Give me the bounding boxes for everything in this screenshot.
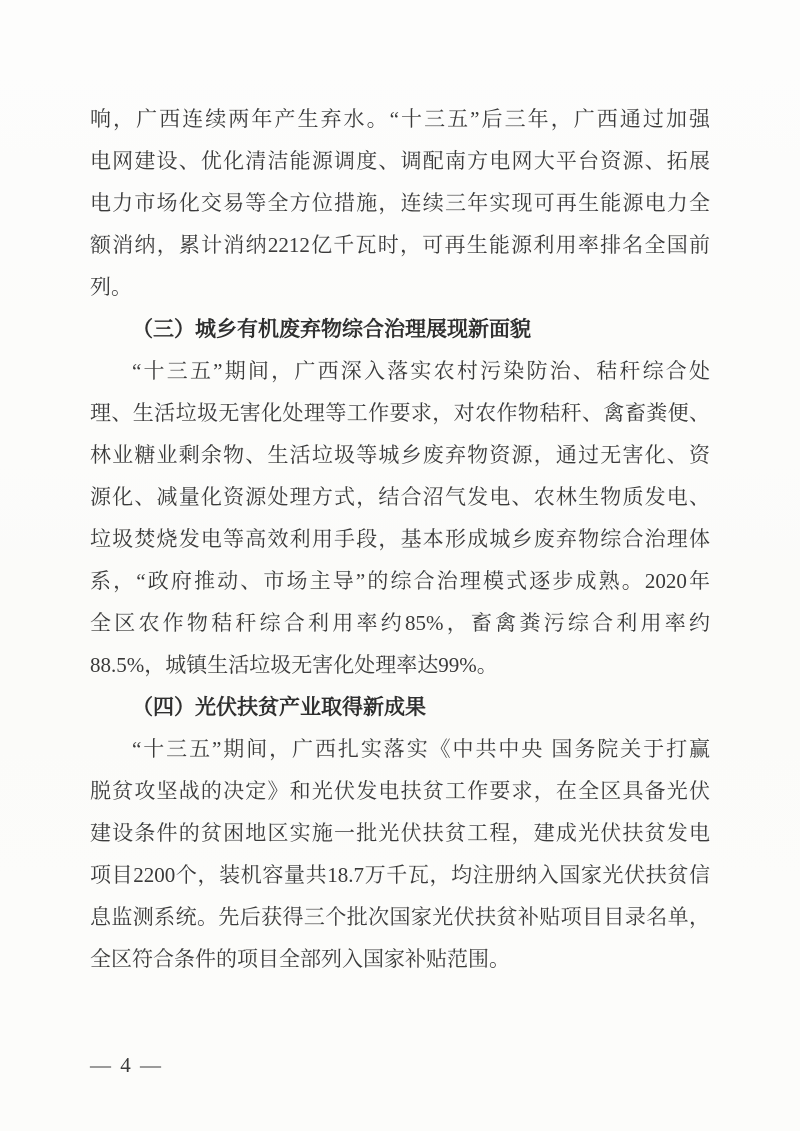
section-3 (90, 308, 710, 350)
paragraph-section-3 (90, 350, 710, 686)
body-line: 建设条件的贫困地区实施一批光伏扶贫工程，建成光伏扶贫发电 (90, 821, 710, 845)
section-4 (90, 686, 710, 728)
body-line: 系，“政府推动、市场主导”的综合治理模式逐步成熟。2020年 (90, 569, 710, 593)
section-heading-4: （四）光伏扶贫产业取得新成果 (132, 695, 426, 719)
section-heading-3: （三）城乡有机废弃物综合治理展现新面貌 (132, 317, 531, 341)
body-line: “十三五”期间，广西深入落实农村污染防治、秸秆综合处 (132, 359, 710, 383)
body-line: 脱贫攻坚战的决定》和光伏发电扶贫工作要求，在全区具备光伏 (90, 779, 710, 803)
body-line: 响，广西连续两年产生弃水。“十三五”后三年，广西通过加强 (90, 107, 710, 131)
body-line: 息监测系统。先后获得三个批次国家光伏扶贫补贴项目目录名单， (90, 905, 710, 929)
body-line: 全区农作物秸秆综合利用率约85%，畜禽粪污综合利用率约 (90, 611, 710, 635)
body-line: 电网建设、优化清洁能源调度、调配南方电网大平台资源、拓展 (90, 149, 710, 173)
body-line: 理、生活垃圾无害化处理等工作要求，对农作物秸秆、禽畜粪便、 (90, 401, 710, 425)
page-number: — 4 — (90, 1053, 163, 1077)
paragraph-continuation (90, 98, 710, 308)
body-line: “十三五”期间，广西扎实落实《中共中央 国务院关于打赢 (132, 737, 710, 761)
body-line: 列。 (90, 275, 132, 299)
body-line: 源化、减量化资源处理方式，结合沼气发电、农林生物质发电、 (90, 485, 710, 509)
page-content (90, 98, 710, 980)
body-line: 项目2200个，装机容量共18.7万千瓦，均注册纳入国家光伏扶贫信 (90, 863, 710, 887)
body-line: 全区符合条件的项目全部列入国家补贴范围。 (90, 947, 510, 971)
body-line: 额消纳，累计消纳2212亿千瓦时，可再生能源利用率排名全国前 (90, 233, 710, 257)
paragraph-section-4 (90, 728, 710, 980)
body-line: 林业糖业剩余物、生活垃圾等城乡废弃物资源，通过无害化、资 (90, 443, 710, 467)
body-line: 电力市场化交易等全方位措施，连续三年实现可再生能源电力全 (90, 191, 710, 215)
body-line: 88.5%，城镇生活垃圾无害化处理率达99%。 (90, 653, 498, 677)
body-line: 垃圾焚烧发电等高效利用手段，基本形成城乡废弃物综合治理体 (90, 527, 710, 551)
